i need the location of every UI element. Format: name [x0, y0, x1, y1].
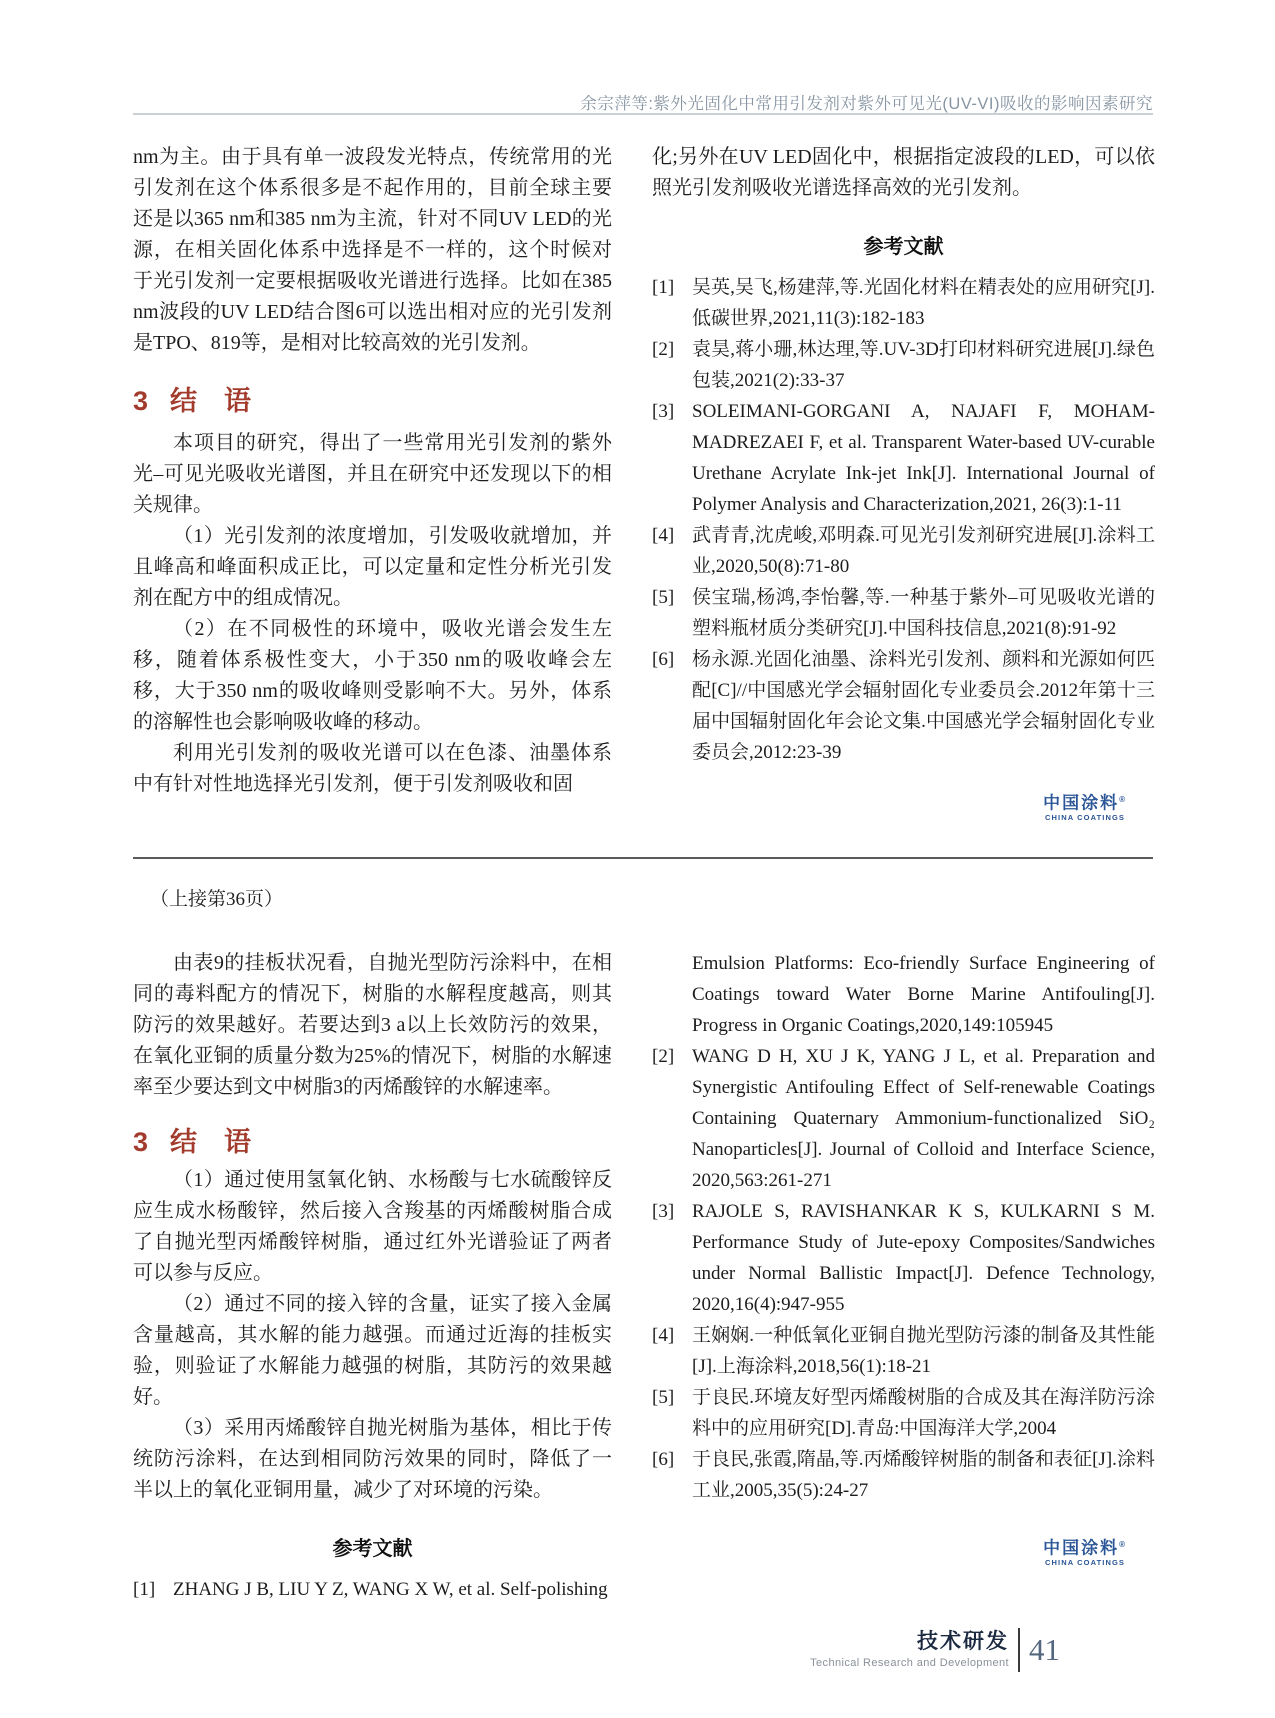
bottom-right-column: [652, 948, 1155, 1506]
reference-number: [2]: [652, 339, 675, 360]
paragraph: 由表9的挂板状况看，自抛光型防污涂料中，在相同的毒料配方的情况下，树脂的水解程度越高，则其防污的效果越好。若要达到3 a以上长效防污的效果，在氧化亚铜的质量分数为25%的情况下，树脂的水解速率至少要达到文中树脂3的丙烯酸锌的水解速率。: [133, 952, 612, 1098]
reference-text: 武青青,沈虎峻,邓明森.可见光引发剂研究进展[J].涂料工业,2020,50(8):71-80: [692, 525, 1155, 577]
reference-number: [4]: [652, 1325, 675, 1346]
references-heading: 参考文献: [863, 236, 944, 258]
reference-text: RAJOLE S, RAVISHANKAR K S, KULKARNI S M. Performance Study of Jute-epoxy Composites/Sandwiches under Normal Ballistic Impact[J]. Defence Technology, 2020,16(4):947-955: [692, 1201, 1155, 1315]
reference-item: [652, 1041, 1155, 1196]
header-rule: [133, 113, 1153, 115]
reference-item: [652, 520, 1155, 582]
section-number: 3: [133, 1127, 149, 1157]
china-coatings-logo: [1015, 791, 1125, 822]
china-coatings-logo: [1015, 1536, 1125, 1567]
reference-item: [652, 334, 1155, 396]
logo-cn-label: 中国涂料: [1043, 793, 1120, 813]
logo-cn-text: [1015, 1536, 1125, 1558]
paragraph: （3）采用丙烯酸锌自抛光树脂为基体，相比于传统防污涂料，在达到相同防污效果的同时，降低了一半以上的氧化亚铜用量，减少了对环境的污染。: [133, 1417, 612, 1501]
continuation-note: （上接第36页）: [150, 889, 284, 910]
logo-cn-text: [1015, 791, 1125, 813]
reference-number: [1]: [133, 1579, 156, 1600]
reference-text: 于良民.环境友好型丙烯酸树脂的合成及其在海洋防污涂料中的应用研究[D].青岛:中国海洋大学,2004: [692, 1387, 1155, 1439]
logo-cn-label: 中国涂料: [1043, 1538, 1120, 1558]
registered-mark: ®: [1119, 795, 1125, 804]
reference-number: [3]: [652, 1201, 675, 1222]
footer-section-block: [810, 1630, 1009, 1670]
top-right-column: [652, 142, 1155, 768]
section-heading-conclusion: [133, 1125, 612, 1159]
reference-text: 侯宝瑞,杨鸿,李怡馨,等.一种基于紫外–可见吸收光谱的塑料瓶材质分类研究[J].中国科技信息,2021(8):91-92: [692, 587, 1155, 639]
reference-item: [652, 582, 1155, 644]
references-heading: 参考文献: [332, 1538, 413, 1560]
paragraph: （2）在不同极性的环境中，吸收光谱会发生左移，随着体系极性变大，小于350 nm的吸收峰会左移，大于350 nm的吸收峰则受影响不大。另外，体系的溶解性也会影响吸收峰的移动。: [133, 618, 612, 733]
footer-section-en: Technical Research and Development: [810, 1657, 1009, 1669]
top-left-column: [133, 142, 612, 800]
reference-number: [6]: [652, 649, 675, 670]
paragraph: （2）通过不同的接入锌的含量，证实了接入金属含量越高，其水解的能力越强。而通过近海的挂板实验，则验证了水解能力越强的树脂，其防污的效果越好。: [133, 1293, 612, 1408]
section-title: 结 语: [170, 386, 252, 416]
paragraph: （1）通过使用氢氧化钠、水杨酸与七水硫酸锌反应生成水杨酸锌，然后接入含羧基的丙烯酸树脂合成了自抛光型丙烯酸锌树脂，通过红外光谱验证了两者可以参与反应。: [133, 1169, 612, 1284]
reference-text: WANG D H, XU J K, YANG J L, et al. Preparation and Synergistic Antifouling Effect of Self-renewable Coatings Containing Quaternary Ammonium-functionalized SiO₂ Nanoparticles[J]. Journal of Colloid and Interface Science, 2020,563:261-271: [692, 1046, 1155, 1191]
section-title: 结 语: [170, 1127, 252, 1157]
reference-text: ZHANG J B, LIU Y Z, WANG X W, et al. Self-polishing: [173, 1579, 608, 1600]
reference-text: Emulsion Platforms: Eco-friendly Surface Engineering of Coatings toward Water Borne Marine Antifouling[J]. Progress in Organic Coatings,2020,149:105945: [692, 953, 1155, 1036]
reference-number: [5]: [652, 587, 675, 608]
section-number: 3: [133, 386, 149, 416]
footer-page-number: 41: [1029, 1632, 1060, 1667]
reference-text: 吴英,吴飞,杨建萍,等.光固化材料在精表处的应用研究[J].低碳世界,2021,11(3):182-183: [692, 277, 1155, 329]
reference-number: [2]: [652, 1046, 675, 1067]
paragraph: nm为主。由于具有单一波段发光特点，传统常用的光引发剂在这个体系很多是不起作用的，目前全球主要还是以365 nm和385 nm为主流，针对不同UV LED的光源，在相关固化体系中选择是不一样的，这个时候对于光引发剂一定要根据吸收光谱进行选择。比如在385 nm波段的UV LED结合图6可以选出相对应的光引发剂是TPO、819等，是相对比较高效的光引发剂。: [133, 146, 612, 354]
reference-item: [652, 1382, 1155, 1444]
footer-divider: [1018, 1628, 1020, 1672]
bottom-left-column: [133, 948, 612, 1605]
reference-number: [3]: [652, 401, 675, 422]
section-divider: [133, 857, 1153, 859]
footer-section-cn: 技术研发: [917, 1630, 1009, 1653]
running-header-title: 余宗萍等:紫外光固化中常用引发剂对紫外可见光(UV-VI)吸收的影响因素研究: [580, 95, 1153, 113]
reference-text: 王娴娴.一种低氧化亚铜自抛光型防污漆的制备及其性能[J].上海涂料,2018,56(1):18-21: [692, 1325, 1155, 1377]
section-heading-conclusion: [133, 384, 612, 418]
reference-text: SOLEIMANI-GORGANI A, NAJAFI F, MOHAM-MADREZAEI F, et al. Transparent Water-based UV-curable Urethane Acrylate Ink-jet Ink[J]. International Journal of Polymer Analysis and Characterization,2021, 26(3):1-11: [692, 401, 1155, 515]
reference-text: 杨永源.光固化油墨、涂料光引发剂、颜料和光源如何匹配[C]//中国感光学会辐射固化专业委员会.2012年第十三届中国辐射固化年会论文集.中国感光学会辐射固化专业委员会,2012:23-39: [692, 649, 1155, 763]
reference-text: 于良民,张霞,隋晶,等.丙烯酸锌树脂的制备和表征[J].涂料工业,2005,35(5):24-27: [692, 1449, 1155, 1501]
reference-number: [4]: [652, 525, 675, 546]
reference-item: [652, 644, 1155, 768]
reference-item: [652, 1320, 1155, 1382]
logo-en-text: CHINA COATINGS: [1045, 812, 1125, 822]
logo-en-text: CHINA COATINGS: [1045, 1557, 1125, 1567]
reference-item: [133, 1574, 612, 1605]
reference-item: [652, 272, 1155, 334]
reference-continuation: [652, 948, 1155, 1041]
paragraph: 利用光引发剂的吸收光谱可以在色漆、油墨体系中有针对性地选择光引发剂，便于引发剂吸收和固: [133, 742, 612, 795]
reference-item: [652, 1196, 1155, 1320]
reference-text: 袁昊,蒋小珊,林达理,等.UV-3D打印材料研究进展[J].绿色包装,2021(2):33-37: [692, 339, 1155, 391]
paragraph: （1）光引发剂的浓度增加，引发吸收就增加，并且峰高和峰面积成正比，可以定量和定性分析光引发剂在配方中的组成情况。: [133, 525, 612, 609]
reference-item: [652, 396, 1155, 520]
reference-number: [6]: [652, 1449, 675, 1470]
paragraph: 化;另外在UV LED固化中，根据指定波段的LED，可以依照光引发剂吸收光谱选择高效的光引发剂。: [652, 146, 1155, 199]
paragraph: 本项目的研究，得出了一些常用光引发剂的紫外光–可见光吸收光谱图，并且在研究中还发现以下的相关规律。: [133, 432, 612, 516]
reference-number: [5]: [652, 1387, 675, 1408]
registered-mark: ®: [1119, 1540, 1125, 1549]
reference-number: [1]: [652, 277, 675, 298]
page-footer: [790, 1620, 1060, 1680]
reference-item: [652, 1444, 1155, 1506]
